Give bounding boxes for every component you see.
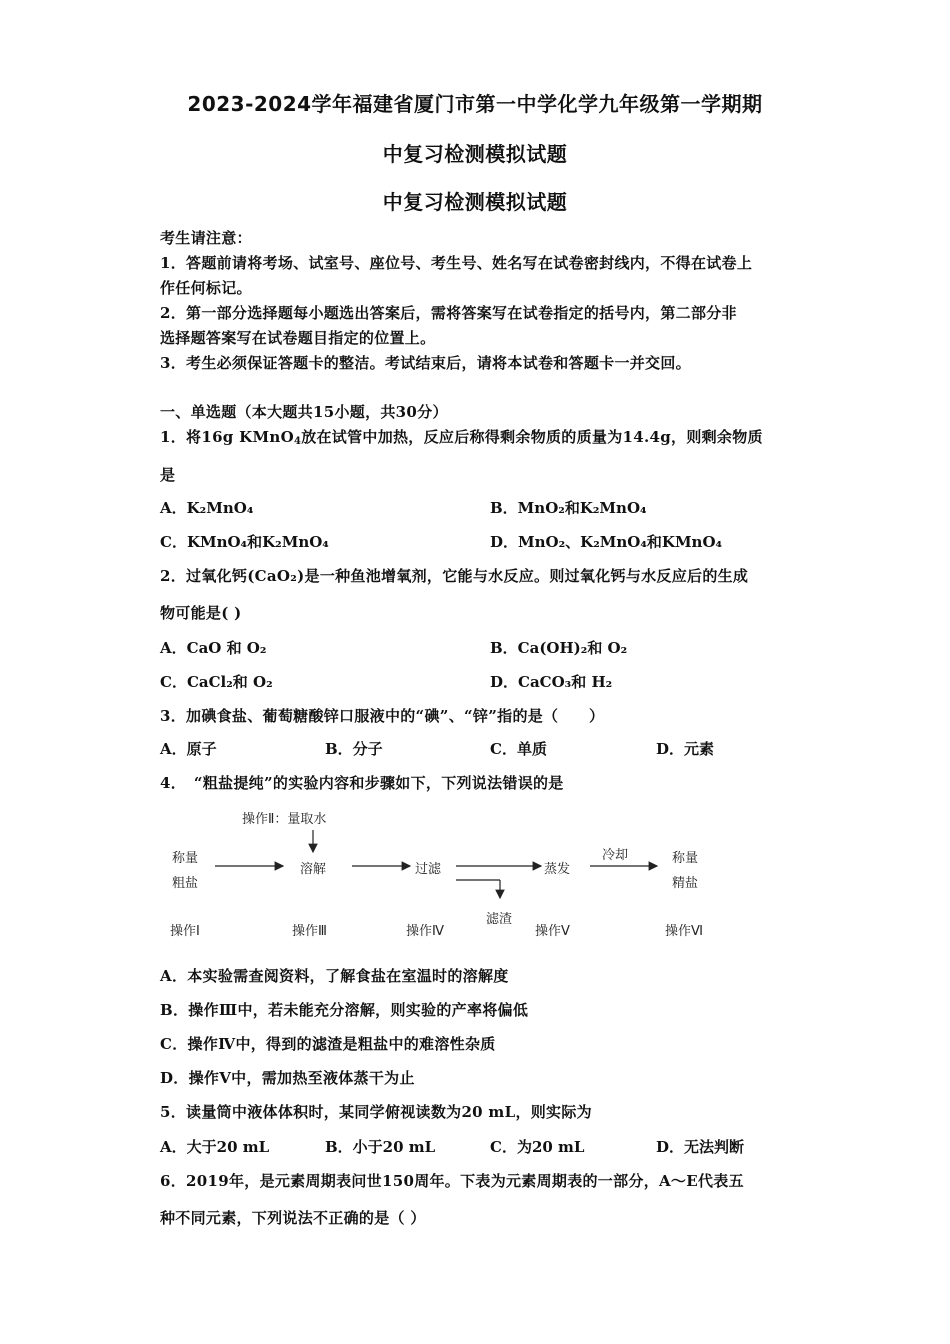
- evaporate-label: 蒸发: [544, 862, 571, 877]
- filter-label: 过滤: [415, 862, 442, 877]
- notice-heading: 考生请注意：: [160, 229, 252, 247]
- crude-salt-label: 粗盐: [172, 876, 199, 891]
- refined-salt-label: 精盐: [672, 876, 699, 891]
- q2-option-c: C．CaCl₂和 O₂: [160, 673, 273, 691]
- op6-label: 操作Ⅵ: [665, 924, 703, 939]
- question-6-stem: 6．2019年，是元素周期表问世150周年。下表为元素周期表的一部分，A～E代表五: [160, 1172, 744, 1190]
- q4-option-c: C．操作Ⅳ中，得到的滤渣是粗盐中的难溶性杂质: [160, 1035, 496, 1053]
- notice-item: 1．答题前请将考场、试室号、座位号、考生号、姓名写在试卷密封线内，不得在试卷上: [160, 254, 753, 272]
- op1-label: 操作Ⅰ: [170, 924, 200, 939]
- q1-option-a: A．K₂MnO₄: [160, 499, 254, 517]
- q5-option-a: A．大于20 mL: [160, 1138, 270, 1156]
- cool-label: 冷却: [602, 848, 629, 863]
- q3-option-d: D．元素: [656, 740, 715, 758]
- exam-title-line1: 2023-2024学年福建省厦门市第一中学化学九年级第一学期期: [187, 92, 763, 116]
- op3-label: 操作Ⅲ: [292, 924, 327, 939]
- salt-purification-flowchart: [160, 800, 760, 950]
- q2-option-a: A．CaO 和 O₂: [160, 639, 267, 657]
- q1-option-c: C．KMnO₄和K₂MnO₄: [160, 533, 329, 551]
- question-3-stem: 3．加碘食盐、葡萄糖酸锌口服液中的“碘”、“锌”指的是（ ）: [160, 707, 605, 725]
- section-heading: 一、单选题（本大题共15小题，共30分）: [160, 403, 448, 421]
- op5-label: 操作Ⅴ: [535, 924, 570, 939]
- notice-item: 作任何标记。: [160, 279, 252, 297]
- question-5-stem: 5．读量筒中液体体积时，某同学俯视读数为20 mL，则实际为: [160, 1103, 592, 1121]
- q1-option-d: D．MnO₂、K₂MnO₄和KMnO₄: [490, 533, 723, 551]
- q1-option-b: B．MnO₂和K₂MnO₄: [490, 499, 647, 517]
- dissolve-label: 溶解: [300, 862, 327, 877]
- q5-option-d: D．无法判断: [656, 1138, 745, 1156]
- question-2-stem: 2．过氧化钙(CaO₂)是一种鱼池增氧剂，它能与水反应。则过氧化钙与水反应后的生成: [160, 567, 749, 585]
- notice-item: 3．考生必须保证答题卡的整洁。考试结束后，请将本试卷和答题卡一并交回。: [160, 354, 691, 372]
- q5-option-c: C．为20 mL: [490, 1138, 585, 1156]
- exam-title-line2: 中复习检测模拟试题: [382, 142, 568, 166]
- question-4-stem: 4． “粗盐提纯”的实验内容和步骤如下，下列说法错误的是: [160, 774, 564, 792]
- q4-option-d: D．操作Ⅴ中，需加热至液体蒸干为止: [160, 1069, 415, 1087]
- q4-option-b: B．操作Ⅲ中，若未能充分溶解，则实验的产率将偏低: [160, 1001, 529, 1019]
- q4-option-a: A．本实验需查阅资料，了解食盐在室温时的溶解度: [160, 967, 509, 985]
- question-1-stem-cont: 是: [160, 466, 176, 484]
- question-6-stem-cont: 种不同元素，下列说法不正确的是（ ）: [160, 1209, 426, 1227]
- q3-option-c: C．单质: [490, 740, 547, 758]
- notice-item: 2．第一部分选择题每小题选出答案后，需将答案写在试卷指定的括号内，第二部分非: [160, 304, 737, 322]
- exam-title-line3: 中复习检测模拟试题: [382, 190, 568, 214]
- q2-option-d: D．CaCO₃和 H₂: [490, 673, 613, 691]
- question-2-stem-cont: 物可能是( ): [160, 604, 242, 622]
- residue-label: 滤渣: [486, 912, 513, 927]
- notice-item: 选择题答案写在试卷题目指定的位置上。: [160, 329, 436, 347]
- op4-label: 操作Ⅳ: [406, 924, 444, 939]
- weigh-label: 称量: [172, 851, 199, 866]
- weigh-label-2: 称量: [672, 851, 699, 866]
- q3-option-b: B．分子: [325, 740, 383, 758]
- q3-option-a: A．原子: [160, 740, 217, 758]
- question-1-stem: 1．将16g KMnO$_4$放在试管中加热，反应后称得剩余物质的质量为14.4g，则剩余物质: [160, 428, 763, 447]
- op2-label: 操作Ⅱ：量取水: [242, 812, 327, 827]
- q2-option-b: B．Ca(OH)₂和 O₂: [490, 639, 628, 657]
- q5-option-b: B．小于20 mL: [325, 1138, 436, 1156]
